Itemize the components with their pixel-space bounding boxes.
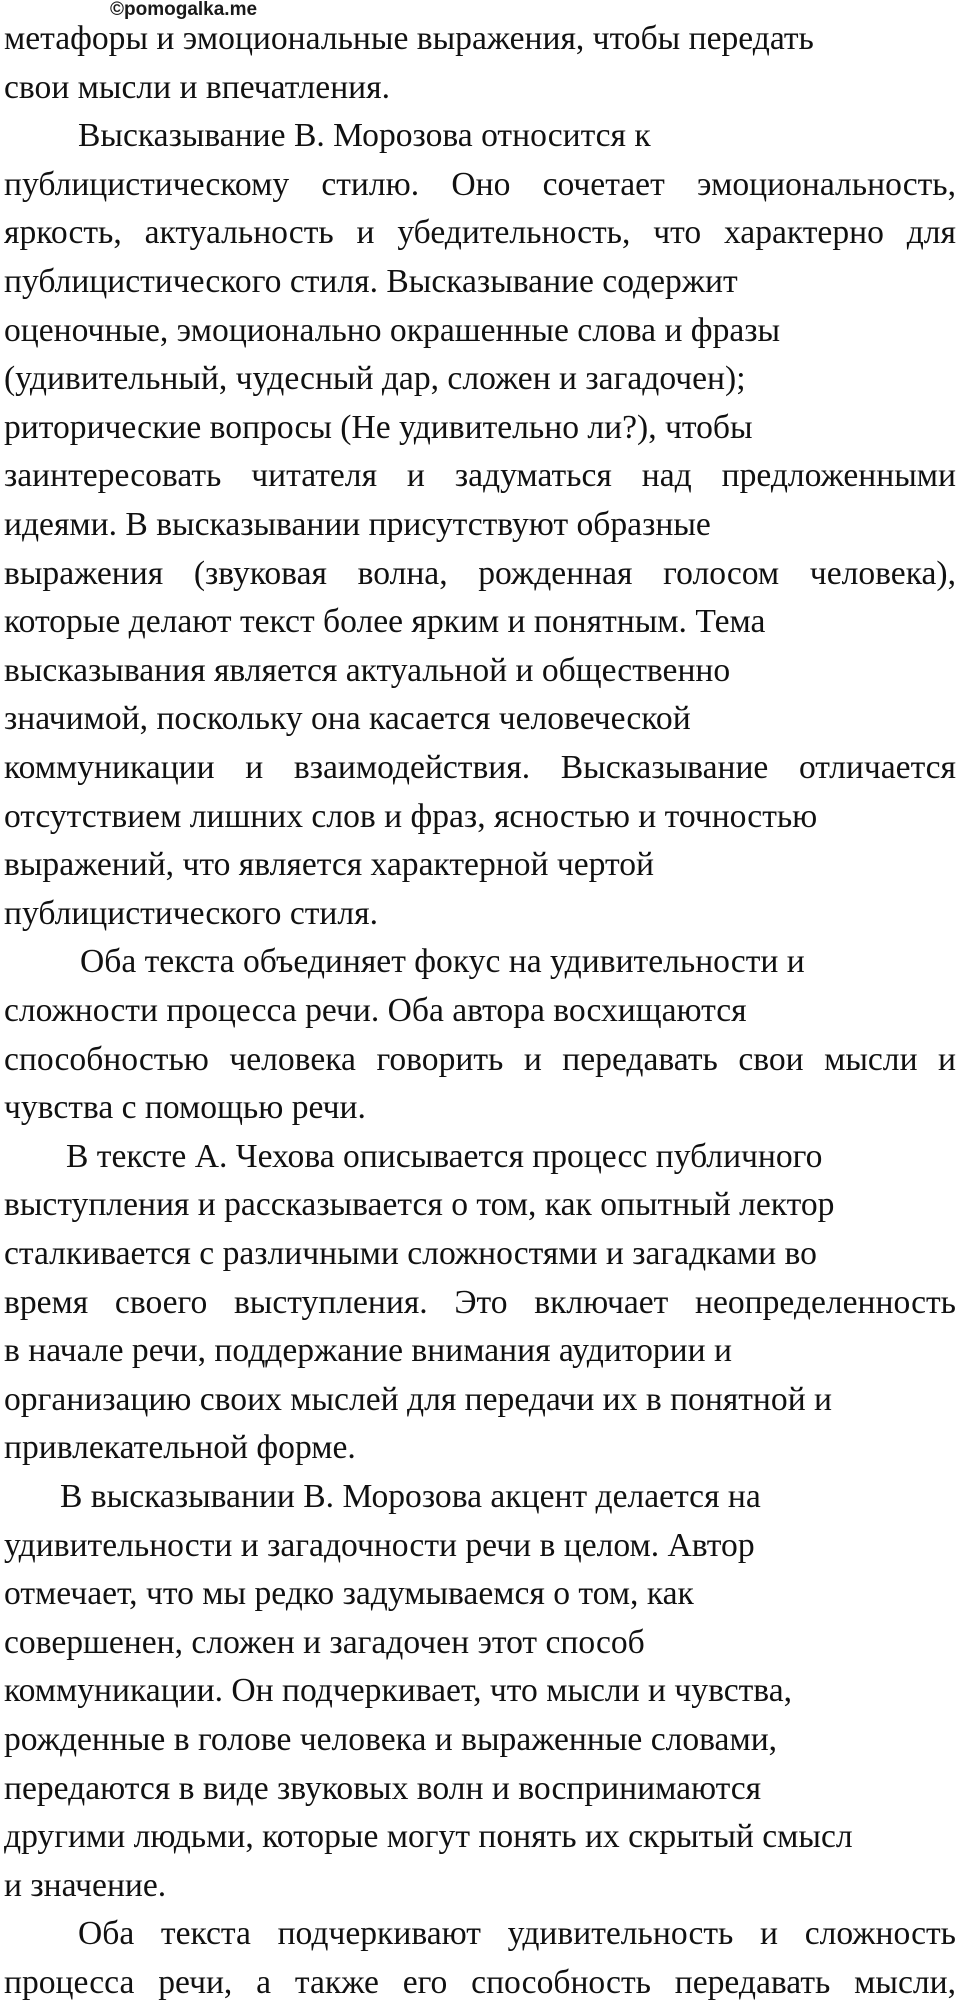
text-line: отсутствием лишних слов и фраз, ясностью и точностью <box>4 797 818 835</box>
text-line: метафоры и эмоциональные выражения, чтобы передать <box>4 20 814 57</box>
text-line: выступления и рассказывается о том, как опытный лектор <box>4 1186 835 1224</box>
text-line: другими людьми, которые могут понять их скрытый смысл <box>4 1818 853 1856</box>
text-line: заинтересовать читателя и задуматься над предложенными <box>4 457 956 495</box>
text-line: сталкивается с различными сложностями и загадками во <box>4 1235 817 1272</box>
text-line: выражений, что является характерной чертой <box>4 846 654 884</box>
text-line: чувства с помощью речи. <box>4 1089 366 1127</box>
text-line: сложности процесса речи. Оба автора восхищаются <box>4 992 747 1029</box>
text-line: высказывания является актуальной и общественно <box>4 651 731 689</box>
text-line: время своего выступления. Это включает неопределенность <box>4 1283 956 1321</box>
text-line: Оба текста объединяет фокус на удивительности и <box>80 943 805 981</box>
text-line: (удивительный, чудесный дар, сложен и загадочен); <box>4 360 746 398</box>
text-line: выражения (звуковая волна, рожденная голосом человека), <box>4 554 956 592</box>
text-line: значимой, поскольку она касается человеческой <box>4 700 691 738</box>
text-line: коммуникации. Он подчеркивает, что мысли и чувства, <box>4 1672 793 1710</box>
text-line: рожденные в голове человека и выраженные словами, <box>4 1721 778 1758</box>
text-line: риторические вопросы (Не удивительно ли?), чтобы <box>4 408 753 446</box>
text-line: свои мысли и впечатления. <box>4 68 390 106</box>
text-line: организацию своих мыслей для передачи их в понятной и <box>4 1380 833 1418</box>
text-line: способностью человека говорить и передавать свои мысли и <box>4 1040 956 1078</box>
text-line: удивительности и загадочности речи в целом. Автор <box>4 1526 755 1564</box>
text-line: В тексте А. Чехова описывается процесс публичного <box>66 1137 823 1175</box>
text-line: публицистического стиля. <box>4 894 378 932</box>
text-line: Оба текста подчеркивают удивительность и сложность <box>78 1915 956 1953</box>
text-line: В высказывании В. Морозова акцент делается на <box>60 1478 761 1515</box>
text-line: которые делают текст более ярким и понятным. Тема <box>4 603 766 641</box>
text-line: публицистическому стилю. Оно сочетает эмоциональность, <box>4 165 956 203</box>
watermark: ©pomogalka.me <box>110 0 258 20</box>
text-line: в начале речи, поддержание внимания аудитории и <box>4 1332 732 1370</box>
text-line: Высказывание В. Морозова относится к <box>78 117 651 155</box>
text-line: яркость, актуальность и убедительность, что характерно для <box>4 214 956 252</box>
text-line: привлекательной форме. <box>4 1429 356 1467</box>
text-line: публицистического стиля. Высказывание содержит <box>4 263 738 300</box>
text-line: передаются в виде звуковых волн и воспринимаются <box>4 1769 762 1807</box>
text-line: идеями. В высказывании присутствуют образные <box>4 506 711 543</box>
text-line: коммуникации и взаимодействия. Высказывание отличается <box>4 749 956 786</box>
text-line: процесса речи, а также его способность передавать мысли, <box>4 1964 956 2001</box>
text-line: оценочные, эмоционально окрашенные слова и фразы <box>4 311 781 349</box>
text-line: отмечает, что мы редко задумываемся о том, как <box>4 1575 694 1613</box>
text-line: совершенен, сложен и загадочен этот способ <box>4 1623 645 1661</box>
text-line: и значение. <box>4 1866 167 1904</box>
